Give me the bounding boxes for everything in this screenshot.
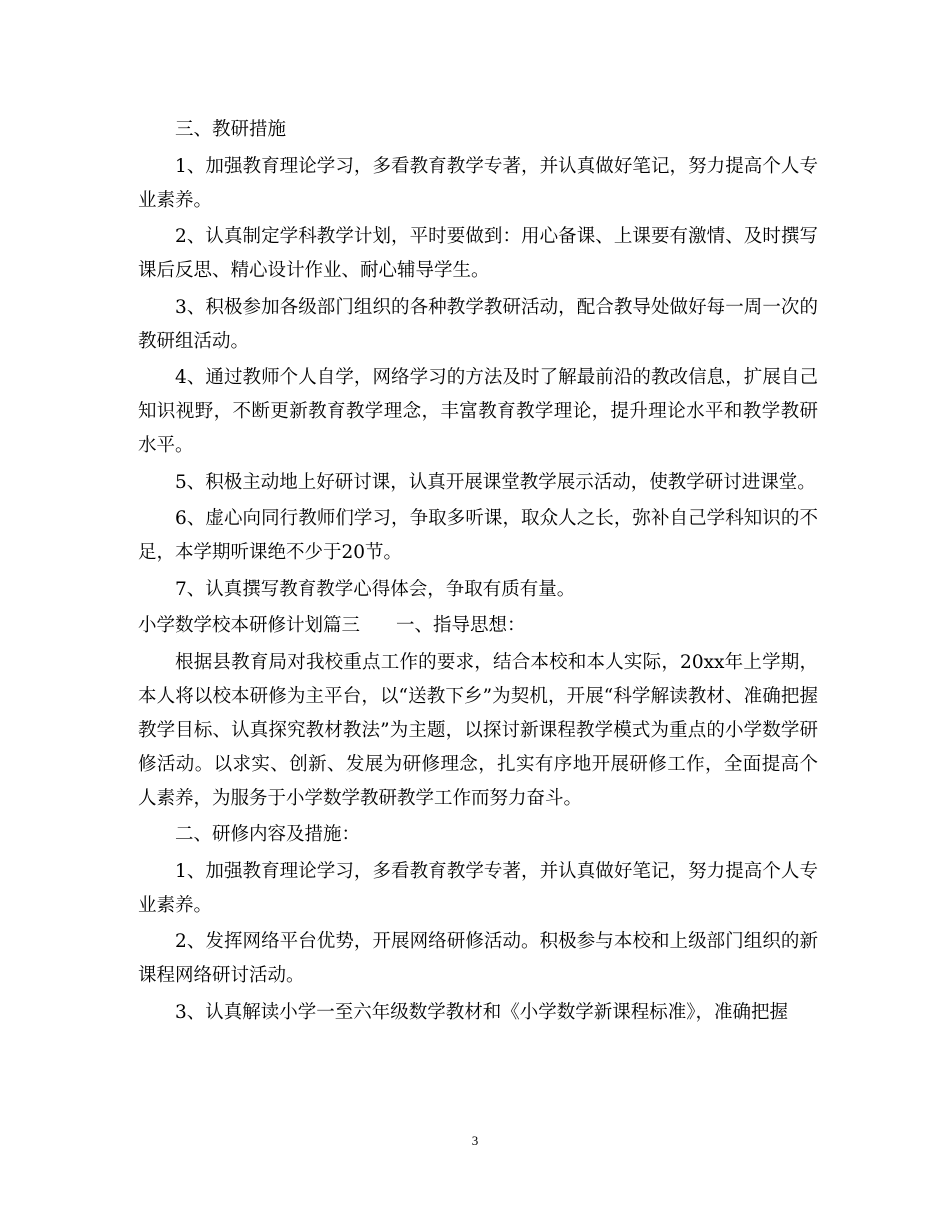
paragraph: 2、发挥网络平台优势，开展网络研修活动。积极参与本校和上级部门组织的新课程网络研讨活动。 — [138, 931, 818, 986]
document-body — [138, 113, 818, 1032]
paragraph: 1、加强教育理论学习，多看教育教学专著，并认真做好笔记，努力提高个人专业素养。 — [138, 155, 818, 211]
section-title: 小学数学校本研修计划篇三 — [138, 615, 361, 636]
paragraph: 5、积极主动地上好研讨课，认真开展课堂教学展示活动，使教学研讨进课堂。 — [175, 471, 816, 493]
paragraph: 1、加强教育理论学习，多看教育教学专著，并认真做好笔记，努力提高个人专业素养。 — [138, 860, 818, 916]
paragraph: 3、积极参加各级部门组织的各种教学教研活动，配合教导处做好每一周一次的教研组活动。 — [138, 296, 818, 352]
section-heading: 一、指导思想： — [396, 615, 526, 636]
paragraph: 3、认真解读小学一至六年级数学教材和《小学数学新课程标准》，准确把握 — [175, 1001, 789, 1023]
paragraph: 6、虚心向同行教师们学习，争取多听课，取众人之长，弥补自己学科知识的不足，本学期听课绝不少于20节。 — [138, 508, 818, 563]
section-title-line — [138, 609, 818, 643]
paragraph: 根据县教育局对我校重点工作的要求，结合本校和本人实际，20xx年上学期，本人将以校本研修为主平台，以“送教下乡”为契机，开展“科学解读教材、准确把握教学目标、认真探究教材教法”为主题，以探讨新课程教学模式为重点的小学数学研修活动。以求实、创新、发展为研修理念，扎实有序地开展研修工作，全面提高个人素养，为服务于小学数学教研教学工作而努力奋斗。 — [138, 651, 818, 809]
page-number: 3 — [471, 1133, 479, 1148]
heading-research-measures: 三、教研措施 — [175, 119, 287, 140]
paragraph: 2、认真制定学科教学计划，平时要做到：用心备课、上课要有激情、及时撰写课后反思、精心设计作业、耐心辅导学生。 — [138, 226, 818, 281]
paragraph: 4、通过教师个人自学，网络学习的方法及时了解最前沿的教改信息，扩展自己知识视野，不断更新教育教学理念，丰富教育教学理论，提升理论水平和教学教研水平。 — [138, 367, 818, 456]
heading-content-measures: 二、研修内容及措施： — [175, 824, 361, 845]
paragraph: 7、认真撰写教育教学心得体会，争取有质有量。 — [175, 578, 576, 600]
